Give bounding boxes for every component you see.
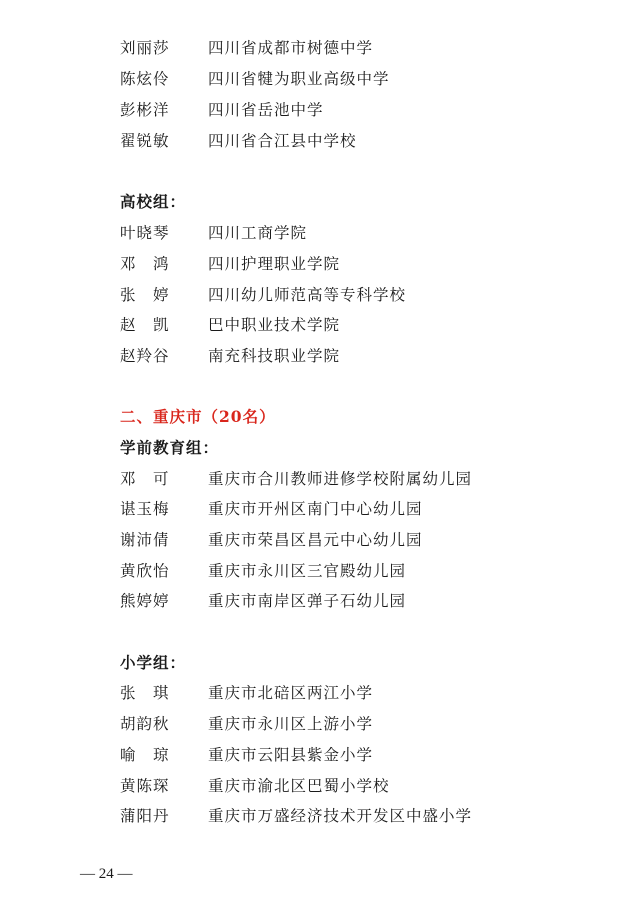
person-name: 胡韵秋 xyxy=(120,715,170,733)
school-name: 四川幼儿师范高等专科学校 xyxy=(208,286,407,304)
school-name: 四川省犍为职业高级中学 xyxy=(208,70,390,88)
person-name: 叶晓琴 xyxy=(120,224,170,242)
school-name: 重庆市合川教师进修学校附属幼儿园 xyxy=(208,470,473,488)
school-name: 重庆市渝北区巴蜀小学校 xyxy=(208,777,390,795)
person-name: 彭彬洋 xyxy=(120,101,170,119)
section-heading-preschool: 学前教育组： xyxy=(120,438,220,457)
person-name: 蒲阳丹 xyxy=(120,807,170,825)
person-name: 张 琪 xyxy=(120,684,170,702)
person-name: 张 婷 xyxy=(120,286,170,304)
list-item xyxy=(120,771,390,801)
school-name: 四川省合江县中学校 xyxy=(208,132,357,150)
person-name: 熊婷婷 xyxy=(120,592,170,610)
school-name: 四川省成都市树德中学 xyxy=(208,39,374,57)
list-item xyxy=(120,218,307,248)
person-name: 黄欣怡 xyxy=(120,562,170,580)
page-number: — 24 — xyxy=(80,866,133,882)
section-heading-primary: 小学组： xyxy=(120,653,187,672)
person-name: 刘丽莎 xyxy=(120,39,170,57)
school-name: 重庆市永川区三官殿幼儿园 xyxy=(208,562,407,580)
list-item xyxy=(120,494,423,524)
list-item xyxy=(120,556,406,586)
school-name: 南充科技职业学院 xyxy=(208,347,341,365)
list-item xyxy=(120,464,472,494)
person-name: 喻 琼 xyxy=(120,746,170,764)
person-name: 翟锐敏 xyxy=(120,132,170,150)
section-heading-university: 高校组： xyxy=(120,192,187,211)
person-name: 邓 可 xyxy=(120,470,170,488)
school-name: 重庆市云阳县紫金小学 xyxy=(208,746,374,764)
school-name: 重庆市永川区上游小学 xyxy=(208,715,374,733)
list-item xyxy=(120,95,324,125)
school-name: 四川护理职业学院 xyxy=(208,255,341,273)
school-name: 巴中职业技术学院 xyxy=(208,316,341,334)
list-item xyxy=(120,801,472,831)
list-item xyxy=(120,280,406,310)
list-item xyxy=(120,310,340,340)
person-name: 赵羚谷 xyxy=(120,347,170,365)
list-item xyxy=(120,249,340,279)
person-name: 谢沛倩 xyxy=(120,531,170,549)
list-item xyxy=(120,709,373,739)
list-item xyxy=(120,341,340,371)
school-name: 四川省岳池中学 xyxy=(208,101,324,119)
list-item xyxy=(120,678,373,708)
list-item xyxy=(120,586,406,616)
list-item xyxy=(120,126,357,156)
person-name: 赵 凯 xyxy=(120,316,170,334)
section-heading-chongqing: 二、重庆市（20名） xyxy=(120,407,276,426)
person-name: 陈炫伶 xyxy=(120,70,170,88)
school-name: 重庆市南岸区弹子石幼儿园 xyxy=(208,592,407,610)
school-name: 重庆市荣昌区昌元中心幼儿园 xyxy=(208,531,423,549)
person-name: 邓 鸿 xyxy=(120,255,170,273)
list-item xyxy=(120,64,390,94)
person-name: 黄陈琛 xyxy=(120,777,170,795)
school-name: 重庆市开州区南门中心幼儿园 xyxy=(208,500,423,518)
list-item xyxy=(120,525,423,555)
school-name: 重庆市万盛经济技术开发区中盛小学 xyxy=(208,807,473,825)
list-item xyxy=(120,740,373,770)
school-name: 四川工商学院 xyxy=(208,224,308,242)
school-name: 重庆市北碚区两江小学 xyxy=(208,684,374,702)
list-item xyxy=(120,33,373,63)
person-name: 谌玉梅 xyxy=(120,500,170,518)
